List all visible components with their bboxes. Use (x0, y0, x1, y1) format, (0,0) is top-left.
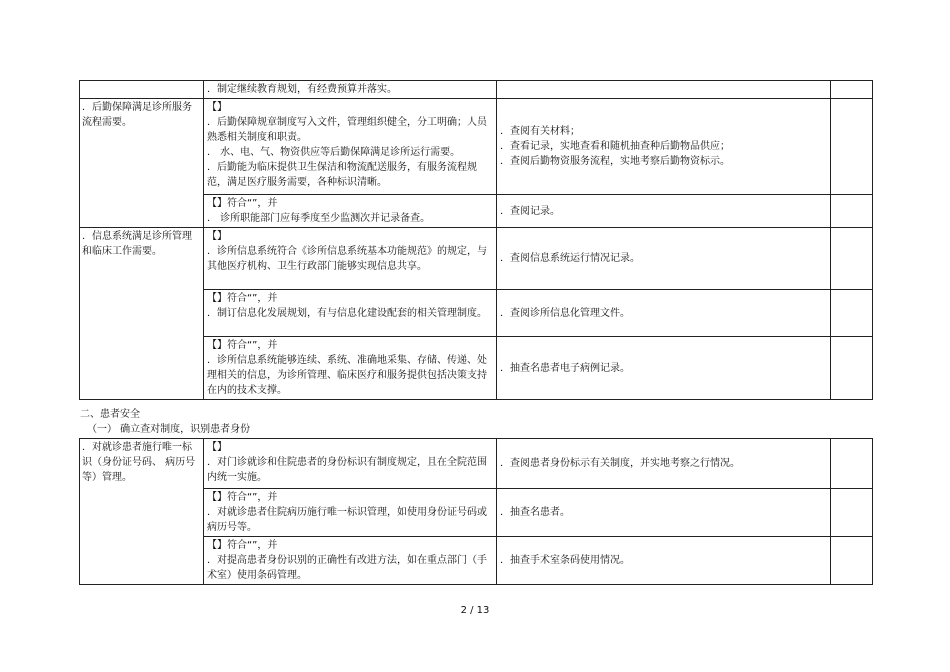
criteria-line: 【】符合“”，并 (207, 492, 278, 503)
score-cell (831, 228, 873, 290)
method-line: ．抽查名患者。 (500, 507, 570, 518)
table-row (80, 228, 873, 290)
method-cell (497, 337, 831, 400)
criteria-line: ．对门诊就诊和住院患者的身份标识有制度规定，且在全院范围内统一实施。 (207, 457, 487, 483)
standard-cell (80, 228, 204, 400)
method-line: ．抽查名患者电子病例记录。 (500, 362, 630, 374)
criteria-line: 【】 (207, 442, 227, 453)
criteria-cell (204, 439, 497, 489)
score-cell (831, 337, 873, 400)
criteria-cell (204, 537, 497, 585)
method-line: ．查阅患者身份标示有关制度，并实地考察之行情况。 (500, 458, 740, 469)
criteria-line: ．后勤能为临床提供卫生保洁和物流配送服务，有服务流程规范，满足医疗服务需要，各种标识清晰。 (207, 162, 477, 188)
criteria-cell (204, 195, 497, 228)
evaluation-table-1 (79, 80, 873, 400)
criteria-line: ．制订信息化发展规划，有与信息化建设配套的相关管理制度。 (207, 308, 487, 319)
score-cell (831, 290, 873, 337)
criteria-cell (204, 489, 497, 537)
method-cell (497, 99, 831, 195)
criteria-line: 【】符合“”，并 (207, 198, 278, 209)
standard-text: ．后勤保障满足诊所服务流程需要。 (82, 102, 192, 128)
criteria-line: 【】符合“”，并 (207, 340, 278, 351)
score-cell (831, 99, 873, 195)
criteria-line: ． 诊所职能部门应每季度至少监测次并记录备查。 (207, 213, 431, 224)
page-number: 2 / 13 (460, 605, 490, 616)
standard-cell (80, 99, 204, 228)
method-line: ．查看记录，实地查看和随机抽查种后勤物品供应； (500, 141, 730, 152)
score-cell (831, 195, 873, 228)
criteria-line: ．后勤保障规章制度写入文件，管理组织健全，分工明确；人员熟悉相关制度和职责。 (207, 117, 487, 143)
method-line: ．查阅记录。 (500, 205, 560, 217)
criteria-line: ．制定继续教育规划，有经费预算并落实。 (207, 84, 397, 95)
score-cell (831, 439, 873, 489)
table-row (80, 81, 873, 99)
standard-text: ．对就诊患者施行唯一标识（身份证号码、 病历号等）管理。 (82, 442, 196, 483)
section-heading: 二、患者安全 (80, 409, 140, 420)
table-row (80, 99, 873, 195)
criteria-line: 【】 (207, 231, 227, 242)
criteria-cell (204, 81, 497, 99)
criteria-line: ．诊所信息系统能够连续、系统、准确地采集、存储、传递、处理相关的信息，为诊所管理、临床医疗和服务提供包括决策支持在内的技术支撑。 (207, 355, 487, 396)
score-cell (831, 537, 873, 585)
criteria-line: ．对提高患者身份识别的正确性有改进方法，如在重点部门（手术室）使用条码管理。 (207, 555, 487, 581)
method-cell (497, 439, 831, 489)
criteria-line: ． 水、电、气、物资供应等后勤保障满足诊所运行需要。 (207, 147, 461, 158)
method-line: ．查阅后勤物资服务流程，实地考察后勤物资标示。 (500, 156, 730, 167)
criteria-line: 【】 (207, 102, 227, 113)
score-cell (831, 81, 873, 99)
criteria-cell (204, 290, 497, 337)
standard-text: ．信息系统满足诊所管理和临床工作需要。 (82, 231, 192, 257)
evaluation-table-2 (79, 438, 873, 585)
method-cell (497, 537, 831, 585)
standard-cell (80, 439, 204, 585)
method-line: ．查阅有关材料； (500, 126, 580, 137)
method-cell (497, 228, 831, 290)
subsection-heading: （一） 确立查对制度，识别患者身份 (87, 424, 251, 435)
criteria-line: 【】符合“”，并 (207, 293, 278, 304)
method-cell (497, 195, 831, 228)
criteria-line: ．对就诊患者住院病历施行唯一标识管理，如使用身份证号码或病历号等。 (207, 507, 487, 533)
standard-cell (80, 81, 204, 99)
criteria-cell (204, 337, 497, 400)
criteria-line: ．诊所信息系统符合《诊所信息系统基本功能规范》的规定，与其他医疗机构、卫生行政部门能够实现信息共享。 (207, 246, 487, 272)
method-line: ．抽查手术室条码使用情况。 (500, 555, 630, 566)
criteria-line: 【】符合“”，并 (207, 540, 278, 551)
method-cell (497, 81, 831, 99)
method-cell (497, 489, 831, 537)
method-cell (497, 290, 831, 337)
method-line: ．查阅诊所信息化管理文件。 (500, 307, 630, 319)
score-cell (831, 489, 873, 537)
criteria-cell (204, 99, 497, 195)
method-line: ．查阅信息系统运行情况记录。 (500, 253, 640, 264)
table-row (80, 439, 873, 489)
criteria-cell (204, 228, 497, 290)
